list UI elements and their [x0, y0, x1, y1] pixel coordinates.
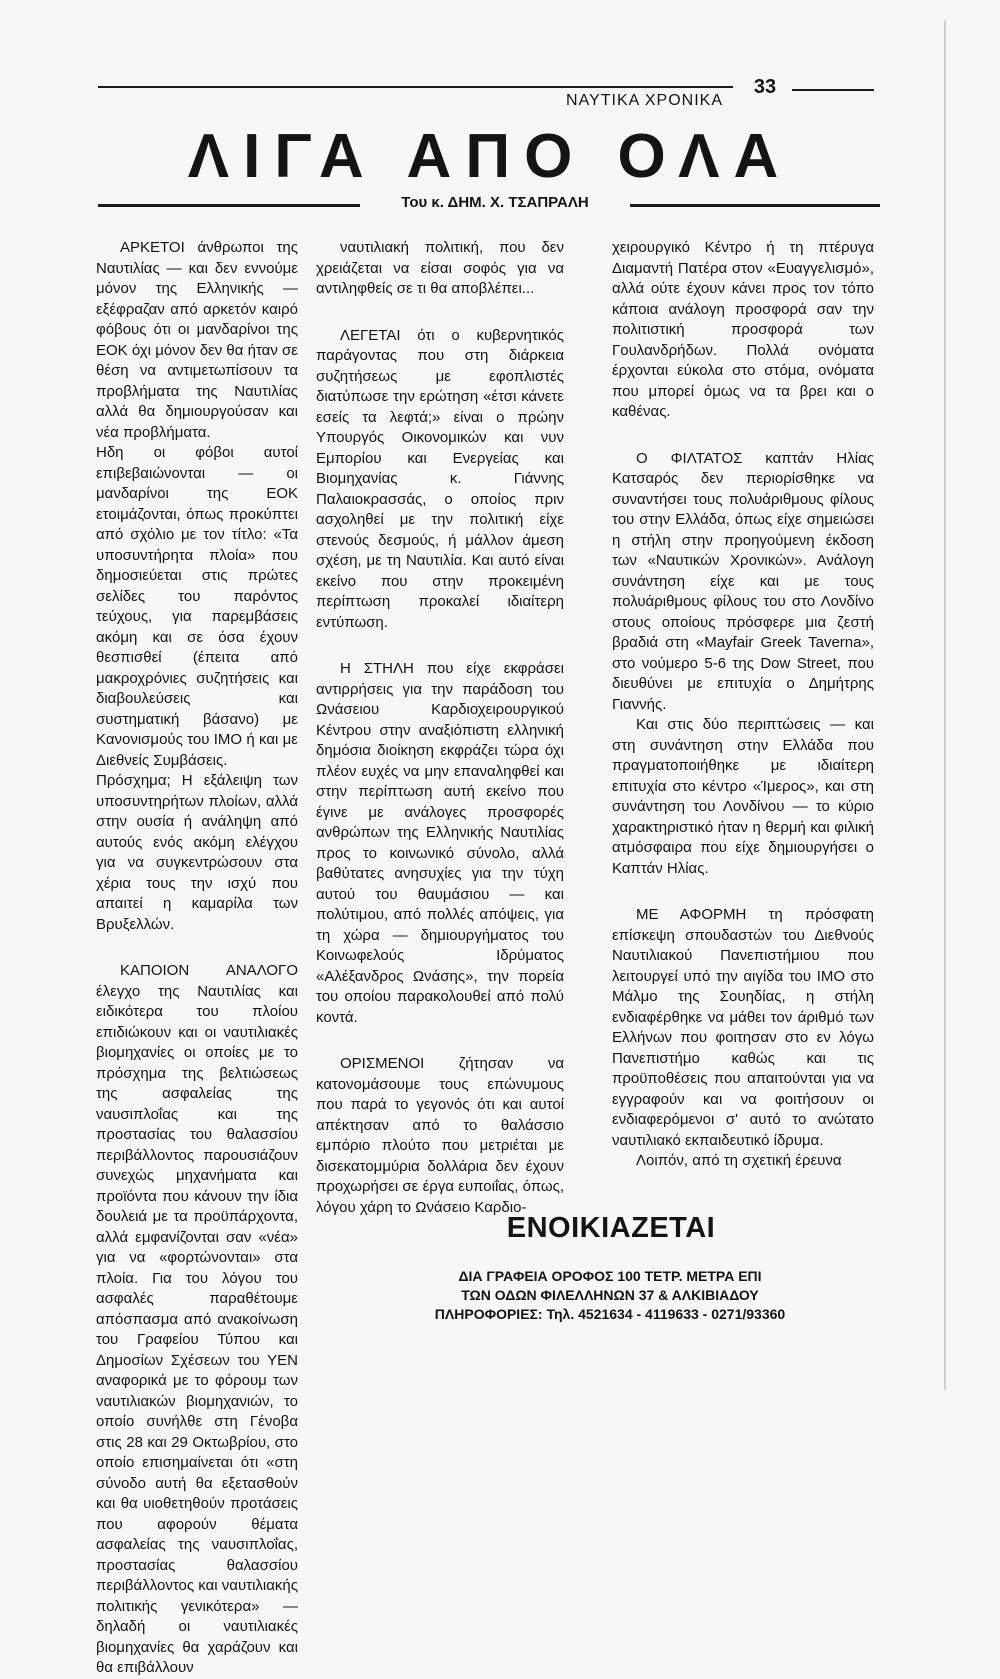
- ad-line-3: ΠΛΗΡΟΦΟΡΙΕΣ: Τηλ. 4521634 - 4119633 - 0271/93360: [434, 1306, 786, 1322]
- paragraph: ΟΡΙΣΜΕΝΟΙ ζήτησαν να κατονομάσουμε τους επώνυμους που παρά το γεγονός ότι και αυτοί απέκτησαν από το θαλάσσιο εμπόριο πλούτο που μετριέται με δισεκατομμύρια δολλάρια δεν έχουν προχωρήσει σε έργα ευποιΐας, όπως, λόγου χάρη το Ωνάσειο Καρδιο-: [316, 1055, 564, 1216]
- ad-title: ΕΝΟΙΚΙΑΖΕΤΑΙ: [506, 1212, 716, 1244]
- paragraph: Ηδη οι φόβοι αυτοί επιβεβαιώνονται — οι μανδαρίνοι της ΕΟΚ ετοιμάζονται, όπως προκύπτει από σχόλιο με τον τίτλο: «Τα υποσυντήρητα πλοία» που δημοσιεύεται στις πρώτες σελίδες του παρόντος τεύχους, για παρεμβάσεις ακόμη και σε όσα έχουν θεσπισθεί (έπειτα από μακροχρόνιες συζητήσεις και διαβουλεύσεις και συστηματική βάσανο) με Κανονισμούς του ΙΜΟ ή και με Διεθνείς Συμβάσεις.: [96, 444, 298, 769]
- paragraph: ΜΕ ΑΦΟΡΜΗ τη πρόσφατη επίσκεψη σπουδαστών του Διεθνούς Ναυτιλιακού Πανεπιστήμιου που λειτουργεί υπό την αιγίδα του ΙΜΟ στο Μάλμο της Σουηδίας, η στήλη ενδιαφέρθηκε να μάθει τον άριθμό των Ελλήνων που φοιτησαν στο εν λόγω Πανεπιστήμο καθώς και τις προϋποθέσεις που απαιτούνται για να εγγραφούν και να φοιτήσουν οι ενδιαφερόμενοι σ' αυτό το ανώτατο ναυτιλιακό εκπαιδευτικό ίδρυμα.: [612, 906, 874, 1149]
- paragraph: ναυτιλιακή πολιτική, που δεν χρειάζεται να είσαι σοφός για να αντιληφθείς σε τι θα αποβλέπει...: [316, 239, 564, 297]
- byline-rule-right: [630, 204, 880, 207]
- ad-line-2: ΤΩΝ ΟΔΩΝ ΦΙΛΕΛΛΗΝΩΝ 37 & ΑΛΚΙΒΙΑΔΟΥ: [461, 1287, 759, 1303]
- page-title: ΛΙΓΑ ΑΠΟ ΟΛΑ: [187, 122, 793, 191]
- page-edge: [944, 20, 946, 1390]
- column-3: [612, 238, 874, 1172]
- paragraph: χειρουργικό Κέντρο ή τη πτέρυγα Διαμαντή Πατέρα στον «Ευαγγελισμό», αλλά ούτε έχουν κάνει προς τον τόπο κάποια ανάλογη προσφορά σαν την πολιτιστική προσφορά των Γουλανδρήδων. Πολλά ονόματα έρχονται εύκολα στο στόμα, ονόματα που μπορεί όμως να τα βρει και ο καθένας.: [612, 239, 874, 420]
- ad-line-1: ΔΙΑ ΓΡΑΦΕΙΑ ΟΡΟΦΟΣ 100 ΤΕΤΡ. ΜΕΤΡΑ ΕΠΙ: [458, 1268, 762, 1284]
- paragraph: Λοιπόν, από τη σχετική έρευνα: [636, 1152, 842, 1169]
- paragraph: Και στις δύο περιπτώσεις — και στη συνάντηση στην Ελλάδα που πραγματοποιήθηκε με ιδιαίτερη επιτυχία στο κέντρο «Ίμερος», και στη συνάντηση του Λονδίνου — το κύριο χαρακτηριστικό ήταν η θερμή και φιλική ατμόσφαιρα που είχε δημιουργήσει ο Καπτάν Ηλίας.: [612, 716, 874, 877]
- paragraph: Ο ΦΙΛΤΑΤΟΣ καπτάν Ηλίας Κατσαρός δεν περιορίσθηκε να συναντήσει τους πολυάριθμους φίλους του στην Ελλάδα, όπως είχε σημειώσει η στήλη στην προηγούμενη έκδοση των «Ναυτικών Χρονικών». Ανάλογη συνάντηση είχε και με τους πολυάριθμους φίλους του στο Λονδίνο στους οποίους πρόσφερε μια ζεστή βραδιά στη «Mayfair Greek Taverna», στο νούμερο 5-6 της Dow Street, που διευθύνει με επιτυχία ο Δημήτρης Γιαννής.: [612, 449, 874, 713]
- column-2: [316, 238, 564, 1218]
- paragraph: Η ΣΤΗΛΗ που είχε εκφράσει αντιρρήσεις για την παράδοση του Ωνάσειου Καρδιοχειρουργικού Κέντρου στην αναξιόπιστη ελληνική δημόσια διοίκηση εκφράζει τώρα όχι πλέον ευχές να μην επαναληφθεί και στην περίπτωση αυτή εκείνο που έγινε με ανάλογες προσφορές ανθρώπων της Ελληνικής Ναυτιλίας προς το κοινωνικό σύνολο, αλλά βαθύτατες ανησυχίες για την τύχη αυτού του θαυμάσιου — και πολύτιμου, από πολλές απόψεις, για τη χώρα — δημιουργήματος του Κοινωφελούς Ιδρύματος «Αλέξανδρος Ωνάσης», την πορεία του οποίου παρακολουθεί από πολύ κοντά.: [316, 660, 564, 1026]
- byline-rule-left: [98, 204, 360, 207]
- header-rule-left: [98, 86, 733, 88]
- paragraph: ΑΡΚΕΤΟΙ άνθρωποι της Ναυτιλίας — και δεν εννούμε μόνον της Ελληνικής — εξέφραζαν από αρκετόν καιρό φόβους ότι οι μανδαρίνοι της ΕΟΚ όχι μόνον δεν θα ήταν σε θέση να αντιμετωπίσουν τα προβλήματα της Ναυτιλίας αλλά θα δημιουργούσαν και νέα προβλήματα.: [96, 239, 298, 441]
- byline: Του κ. ΔΗΜ. Χ. ΤΣΑΠΡΑΛΗ: [401, 194, 589, 211]
- magazine-name: ΝΑΥΤΙΚΑ ΧΡΟΝΙΚΑ: [566, 92, 723, 109]
- paragraph: ΛΕΓΕΤΑΙ ότι ο κυβερνητικός παράγοντας που στη διάρκεια συζητήσεως με εφοπλιστές διατύπωσε την ερώτηση «έτσι κάνετε εσείς τα λεφτά;» είναι ο πρώην Υπουργός Οικονομικών και νυν Εμπορίου και Ενεργείας και Βιομηχανίας κ. Γιάννης Παλαιοκρασσάς, ο οποίος πριν ασχοληθεί με την πολιτική είχε στενούς δεσμούς, ή μάλλον άμεση σχέση, με τη Ναυτιλία. Και αυτό είναι εκείνο που στην προκειμένη περίπτωση προκαλεί ιδιαίτερη εντύπωση.: [316, 326, 564, 631]
- paragraph: Πρόσχημα; Η εξάλειψη των υποσυντηρήτων πλοίων, αλλά στην ουσία ή ανάληψη από αυτούς ενός ακόμη ελέγχου για να συγκεντρώσουν στα χέρια τους την ισχύ που απαιτεί η καμαρίλα των Βρυξελλών.: [96, 772, 298, 933]
- page-number: 33: [753, 76, 777, 98]
- header-rule-right: [792, 89, 874, 91]
- column-1: [96, 238, 298, 1679]
- paragraph: ΚΑΠΟΙΟΝ ΑΝΑΛΟΓΟ έλεγχο της Ναυτιλίας και ειδικότερα του πλοίου επιδιώκουν και οι ναυτιλιακές βιομηχανίες οι οποίες με το πρόσχημα της βελτιώσεως της ασφαλείας της ναυσιπλοΐας και της προστασίας του θαλασσίου περιβάλλοντος παρουσιάζουν συνεχώς μηχανήματα και προϊόντα που κάνουν την ίδια δουλειά με τα προϋπάρχοντα, αλλά εμφανίζονται σαν «νέα» για να «φορτώνονται» στα πλοία. Για του λόγου του ασφαλές παραθέτουμε απόσπασμα από ανακοίνωση του Γραφείου Τύπου και Δημοσίων Σχέσεων του ΥΕΝ αναφορικά με το φόρουμ των ναυτιλιακών βιομηχανιών, το οποίο συνήλθε στη Γένοβα στις 28 και 29 Οκτωβρίου, στο οποίο επισημαίνεται ότι «στη σύνοδο αυτή θα εξετασθούν και θα υιοθετηθούν προτάσεις που αφορούν θέματα ασφαλείας της ναυσιπλοΐας, προστασίας θαλασσίου περιβάλλοντος και ναυτιλιακής πολιτικής γενικότερα» — δηλαδή οι ναυτιλιακές βιομηχανίες θα χαράζουν και θα επιβάλλουν: [96, 962, 298, 1676]
